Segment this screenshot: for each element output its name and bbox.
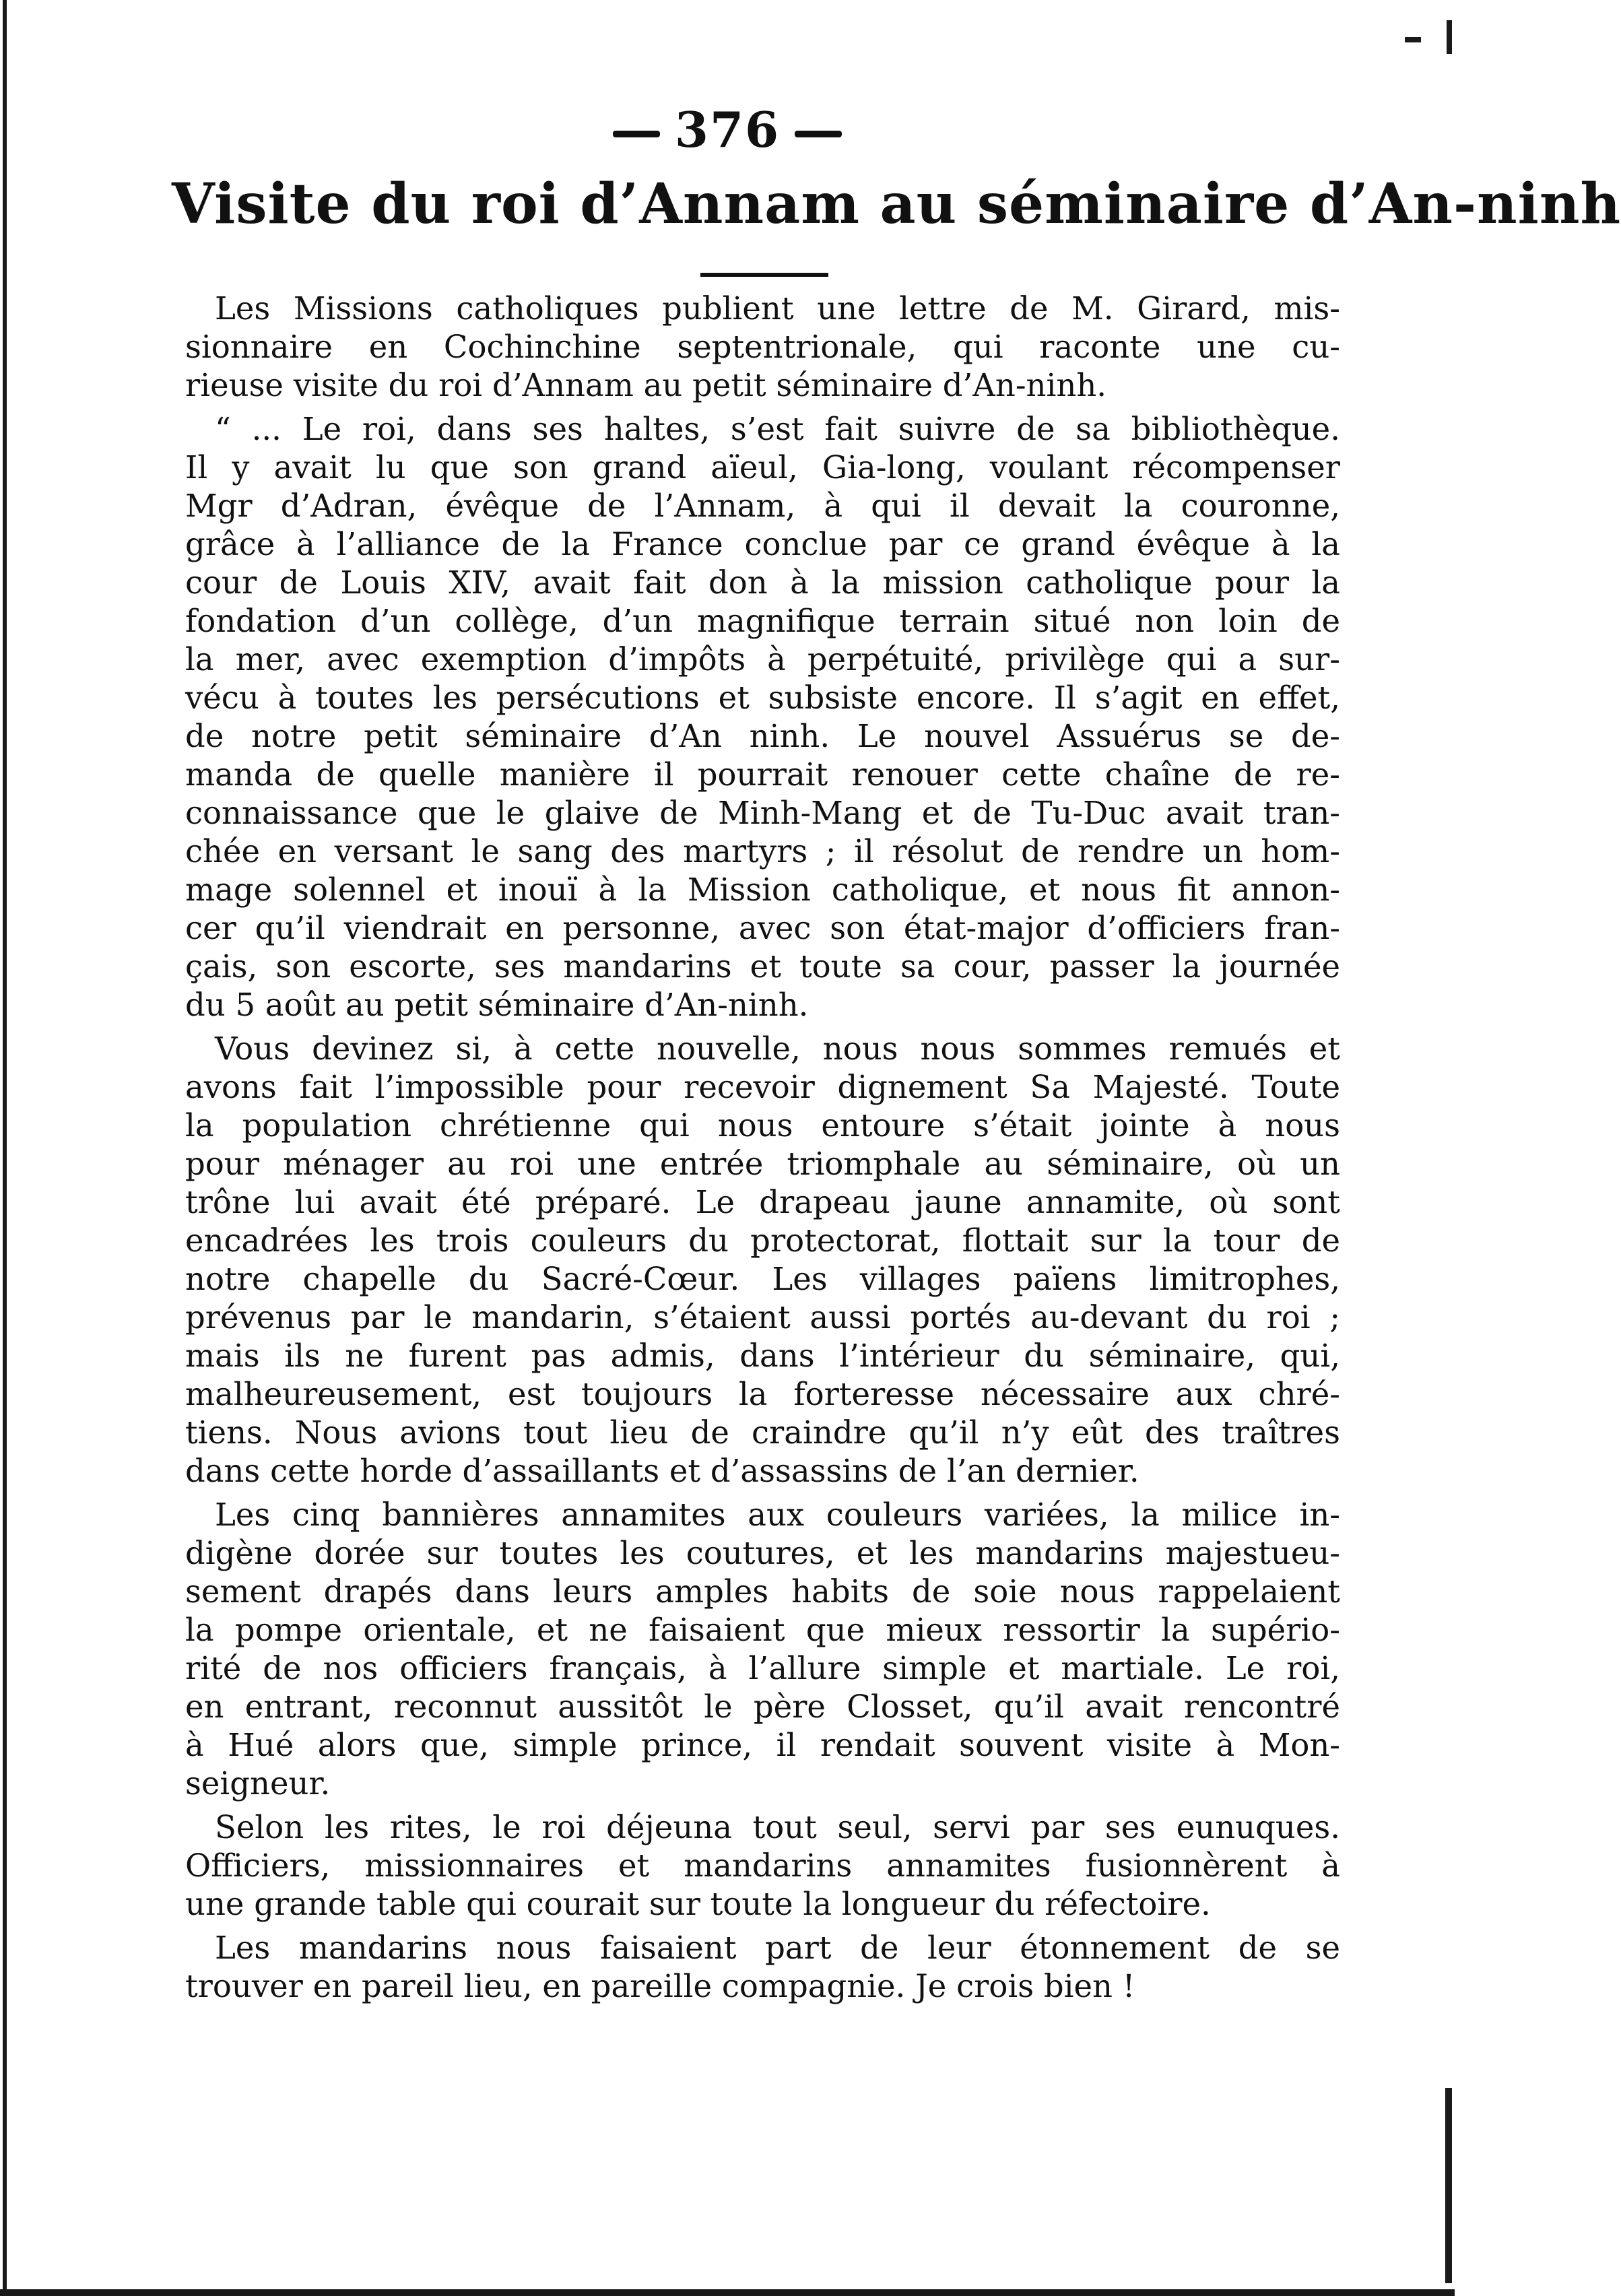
paragraph [185,410,1340,1024]
text-line: fondation d’un collège, d’un magnifique terrain situé non loin de [185,603,1340,639]
text-line: malheureusement, est toujours la forteresse nécessaire aux chré- [185,1376,1340,1412]
text-line: grâce à l’alliance de la France conclue par ce grand évêque à la [185,526,1340,562]
text-line: Il y avait lu que son grand aïeul, Gia-long, voulant récompenser [185,449,1340,486]
text-line: avons fait l’impossible pour recevoir dignement Sa Majesté. Toute [185,1069,1340,1105]
page-right-edge-mark [1447,20,1452,54]
paragraph-gap [185,405,1340,410]
paragraph [185,1496,1340,1803]
text-line: trouver en pareil lieu, en pareille compagnie. Je crois bien ! [185,1968,1135,2004]
text-line: digène dorée sur toutes les coutures, et les mandarins majestueu- [185,1535,1340,1571]
text-line: tiens. Nous avions tout lieu de craindre qu’il n’y eût des traîtres [185,1414,1340,1451]
paragraph [185,1929,1340,2006]
paragraph-gap [185,1924,1340,1929]
text-line: çais, son escorte, ses mandarins et toute sa cour, passer la journée [185,948,1340,985]
paragraph [185,1808,1340,1924]
page-left-edge [3,0,7,2296]
text-line: chée en versant le sang des martyrs ; il résolut de rendre un hom- [185,833,1340,870]
text-line: trône lui avait été préparé. Le drapeau jaune annamite, où sont [185,1184,1340,1220]
page-right-edge-mark [1445,2088,1452,2283]
corner-mark [1405,37,1421,42]
title-rule [700,273,828,277]
text-line: connaissance que le glaive de Minh-Mang et de Tu-Duc avait tran- [185,795,1340,831]
text-line: mais ils ne furent pas admis, dans l’intérieur du séminaire, qui, [185,1338,1340,1374]
text-line: dans cette horde d’assaillants et d’assassins de l’an dernier. [185,1453,1139,1489]
text-line: de notre petit séminaire d’An ninh. Le nouvel Assuérus se de- [185,718,1340,754]
paragraph-gap [185,1490,1340,1496]
text-line: “ ... Le roi, dans ses haltes, s’est fait suivre de sa bibliothèque. [215,411,1340,447]
text-line: rieuse visite du roi d’Annam au petit séminaire d’An-ninh. [185,367,1107,403]
text-line: encadrées les trois couleurs du protectorat, flottait sur la tour de [185,1222,1340,1259]
text-line: notre chapelle du Sacré-Cœur. Les villages païens limitrophes, [185,1261,1340,1297]
text-line: cour de Louis XIV, avait fait don à la mission catholique pour la [185,564,1340,601]
text-line: pour ménager au roi une entrée triomphale au séminaire, où un [185,1146,1340,1182]
text-line: une grande table qui courait sur toute la longueur du réfectoire. [185,1886,1211,1922]
text-line: vécu à toutes les persécutions et subsiste encore. Il s’agit en effet, [185,680,1340,716]
text-line: Officiers, missionnaires et mandarins annamites fusionnèrent à [185,1847,1340,1884]
paragraph-gap [185,1024,1340,1030]
text-line: seigneur. [185,1765,331,1802]
text-line: sement drapés dans leurs amples habits de soie nous rappelaient [185,1573,1340,1610]
paragraph [185,290,1340,405]
text-line: la population chrétienne qui nous entoure s’était jointe à nous [185,1107,1340,1144]
page-bottom-edge [0,2289,1455,2296]
article-body [185,290,1340,2006]
text-line: sionnaire en Cochinchine septentrionale, qui raconte une cu- [185,329,1340,365]
text-line: Les Missions catholiques publient une lettre de M. Girard, mis- [215,290,1340,327]
text-line: Vous devinez si, à cette nouvelle, nous nous sommes remués et [215,1030,1340,1067]
ornament-right [795,131,842,137]
text-line: à Hué alors que, simple prince, il rendait souvent visite à Mon- [185,1727,1340,1763]
text-line: en entrant, reconnut aussitôt le père Closset, qu’il avait rencontré [185,1688,1340,1725]
text-line: manda de quelle manière il pourrait renouer cette chaîne de re- [185,756,1340,793]
article-title: Visite du roi d’Annam au séminaire d’An-ninh [172,172,1621,236]
text-line: la pompe orientale, et ne faisaient que mieux ressortir la supério- [185,1612,1340,1648]
text-line: rité de nos officiers français, à l’allure simple et martiale. Le roi, [185,1650,1340,1686]
text-line: Les cinq bannières annamites aux couleurs variées, la milice in- [215,1497,1340,1533]
text-line: mage solennel et inouï à la Mission catholique, et nous fit annon- [185,872,1340,908]
page-number-header [0,101,1455,158]
text-line: du 5 août au petit séminaire d’An-ninh. [185,987,809,1023]
text-line: prévenus par le mandarin, s’étaient aussi portés au-devant du roi ; [185,1299,1340,1336]
paragraph-gap [185,1803,1340,1808]
page-number: 376 [674,101,781,158]
paragraph [185,1030,1340,1490]
text-line: Selon les rites, le roi déjeuna tout seul, servi par ses eunuques. [215,1809,1340,1845]
text-line: cer qu’il viendrait en personne, avec son état-major d’officiers fran- [185,910,1340,946]
text-line: Les mandarins nous faisaient part de leur étonnement de se [215,1930,1340,1966]
ornament-left [613,131,660,137]
text-line: la mer, avec exemption d’impôts à perpétuité, privilège qui a sur- [185,641,1340,678]
text-line: Mgr d’Adran, évêque de l’Annam, à qui il devait la couronne, [185,488,1340,524]
